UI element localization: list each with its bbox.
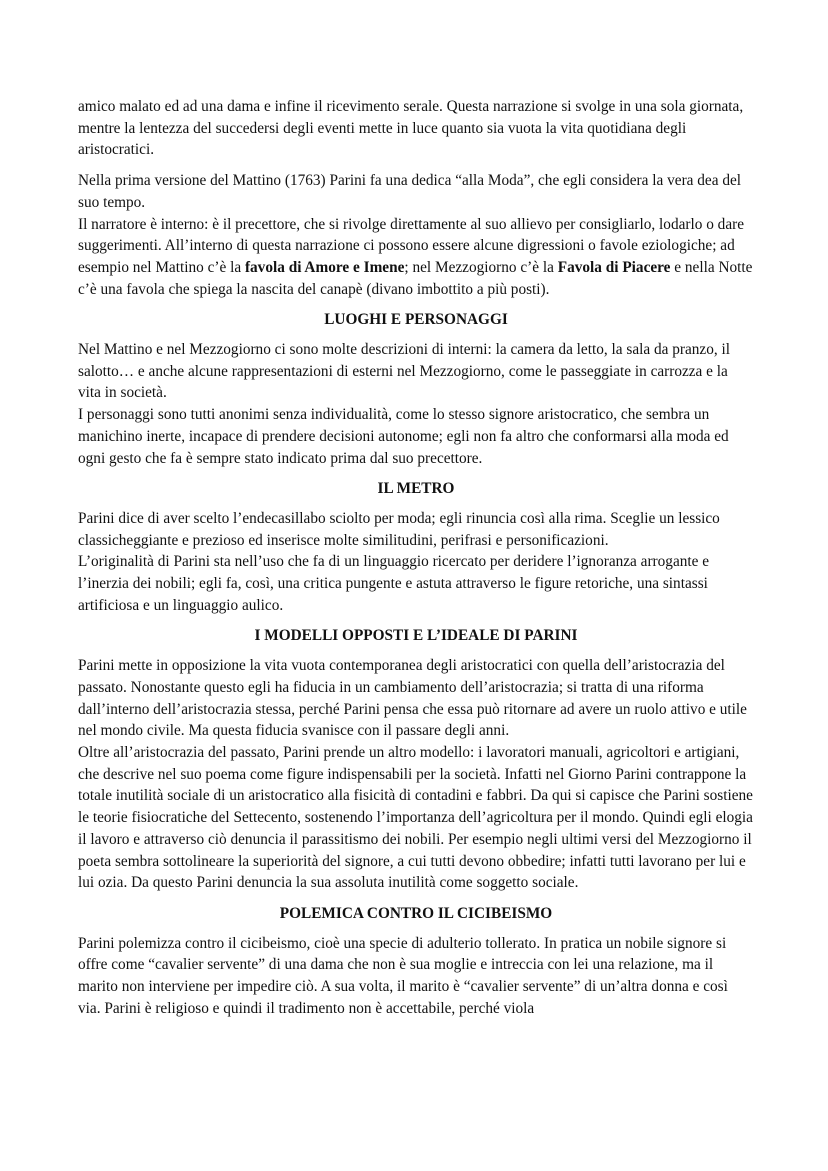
metro-paragraph-1: Parini dice di aver scelto l’endecasillabo sciolto per moda; egli rinuncia così alla rima. Sceglie un lessico classicheggiante e prezioso ed inserisce molte similitudini, perifrasi e personificazioni. (78, 509, 720, 549)
section-heading-polemica: POLEMICA CONTRO IL CICIBEISMO (279, 904, 553, 922)
narrator-text-d: e nella Notte c’è una favola che spiega la nascita del canapè (divano imbottito a più posti). (78, 258, 753, 298)
luoghi-paragraph-2: I personaggi sono tutti anonimi senza individualità, come lo stesso signore aristocratico, che sembra un manichino inerte, incapace di prendere decisioni autonome; egli non fa altro che conformarsi alla moda ed ogni gesto che fa è sempre stato indicato prima dal suo precettore. (78, 406, 729, 467)
section-heading-metro: IL METRO (377, 480, 455, 498)
modelli-paragraph-2: Oltre all’aristocrazia del passato, Parini prende un altro modello: i lavoratori manuali, agricoltori e artigiani, che descrive nel suo poema come figure indispensabili per la società. Infatti nel Giorno Parini contrappone la totale inutilità sociale di un aristocratico alla fisicità di contadini e fabbri. Da qui si capisce che Parini sostiene le teorie fisiocratiche del Settecento, sostenendo l’importanza dell’agricoltura per il mondo. Quindi egli elogia il lavoro e attraverso ciò denuncia il parassitismo dei nobili. Per esempio negli ultimi versi del Mezzogiorno il poeta sembra sottolineare la superiorità del signore, a cui tutti devono obbedire; infatti tutti lavorano per lui e lui ozia. Da questo Parini denuncia la sua assoluta inutilità come soggetto sociale. (78, 743, 753, 892)
fable-piacere: Favola di Piacere (557, 258, 671, 276)
paragraph-gap (78, 161, 754, 170)
narrator-paragraph (78, 214, 754, 301)
section-heading-luoghi: LUOGHI E PERSONAGGI (324, 311, 508, 329)
luoghi-paragraph-1: Nel Mattino e nel Mezzogiorno ci sono molte descrizioni di interni: la camera da letto, la sala da pranzo, il salotto… e anche alcune rappresentazioni di esterni nel Mezzogiorno, come le passeggiate in carrozza e la vita in società. (78, 341, 731, 402)
section-heading-modelli: I MODELLI OPPOSTI E L’IDEALE DI PARINI (254, 627, 578, 645)
document-body (78, 96, 754, 1019)
polemica-paragraph-1: Parini polemizza contro il cicibeismo, cioè una specie di adulterio tollerato. In pratica un nobile signore si offre come “cavalier servente” di una dama che non è sua moglie e intreccia con lei una relazione, ma il marito non interviene per impedire ciò. A sua volta, il marito è “cavalier servente” di un’altra donna e così via. Parini è religioso e quindi il tradimento non è accettabile, perché viola (78, 934, 728, 1017)
metro-paragraph-2: L’originalità di Parini sta nell’uso che fa di un linguaggio ricercato per deridere l’ignoranza arrogante e l’inerzia dei nobili; egli fa, così, una critica pungente e astuta attraverso le figure retoriche, una sintassi artificiosa e un linguaggio aulico. (78, 553, 710, 614)
intro-paragraph: amico malato ed ad una dama e infine il ricevimento serale. Questa narrazione si svolge in una sola giornata, mentre la lentezza del succedersi degli eventi mette in luce quanto sia vuota la vita quotidiana degli aristocratici. (78, 98, 744, 159)
modelli-paragraph-1: Parini mette in opposizione la vita vuota contemporanea degli aristocratici con quella dell’aristocrazia del passato. Nonostante questo egli ha fiducia in un cambiamento dell’aristocrazia; si tratta di una riforma dall’interno dell’aristocrazia stessa, perché Parini pensa che essa può ritornare ad avere un ruolo attivo e utile nel mondo civile. Ma questa fiducia svanisce con il passare degli anni. (78, 657, 747, 740)
fable-amore-imene: favola di Amore e Imene (244, 258, 405, 276)
narrator-text-c: ; nel Mezzogiorno c’è la (404, 258, 558, 276)
narrator-text-a: Il narratore è interno: è il precettore, che si rivolge direttamente al suo allievo per consigliarlo, lodarlo o dare suggerimenti. All’interno di questa narrazione ci possono essere alcune digressioni o favole eziologiche; ad esempio nel Mattino c’è la (78, 215, 744, 276)
dedication-paragraph: Nella prima versione del Mattino (1763) Parini fa una dedica “alla Moda”, che egli considera la vera dea del suo tempo. (78, 172, 742, 211)
